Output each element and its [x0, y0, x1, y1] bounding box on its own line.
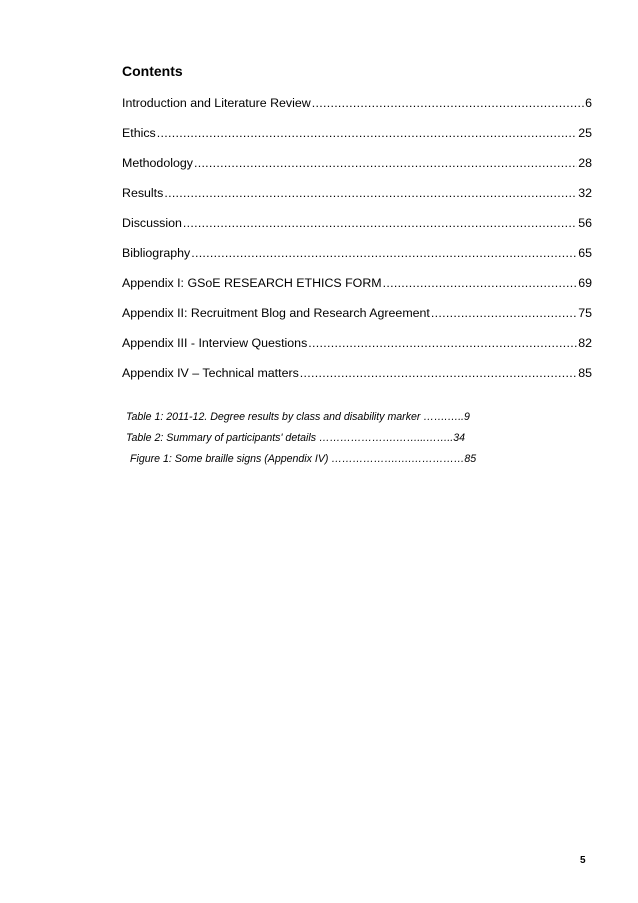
toc-entry-title: Methodology: [122, 156, 193, 170]
contents-heading: Contents: [122, 63, 183, 79]
toc-entry-page: 69: [578, 276, 592, 290]
toc-entry-page: 75: [578, 306, 592, 320]
toc-entry-page: 85: [578, 366, 592, 380]
toc-dot-leader: [191, 245, 577, 261]
toc-entry-title: Bibliography: [122, 246, 191, 260]
toc-dot-leader: [431, 305, 577, 321]
toc-entry-title: Appendix I: GSoE RESEARCH ETHICS FORM: [122, 276, 382, 290]
toc-dot-leader: [183, 215, 577, 231]
toc-entry-page: 32: [578, 186, 592, 200]
toc-dot-leader: [383, 275, 578, 291]
toc-dot-leader: [300, 365, 577, 381]
toc-dot-leader: [312, 95, 584, 111]
toc-entry-page: 82: [578, 336, 592, 350]
toc-entry-title: Appendix III - Interview Questions: [122, 336, 308, 350]
toc-entry-appendix-i[interactable]: [122, 275, 592, 291]
toc-entry-page: 6: [585, 96, 592, 110]
toc-entry-page: 56: [578, 216, 592, 230]
toc-entry-title: Discussion: [122, 216, 182, 230]
toc-entry-results[interactable]: [122, 185, 592, 201]
toc-dot-leader: [157, 125, 577, 141]
toc-entry-introduction[interactable]: [122, 95, 592, 111]
toc-entry-discussion[interactable]: [122, 215, 592, 231]
toc-dot-leader: [194, 155, 577, 171]
table-of-contents: [122, 95, 592, 395]
toc-entry-title: Ethics: [122, 126, 156, 140]
toc-dot-leader: [308, 335, 577, 351]
toc-entry-page: 25: [578, 126, 592, 140]
toc-entry-title: Appendix II: Recruitment Blog and Research Agreement: [122, 306, 430, 320]
toc-entry-methodology[interactable]: [122, 155, 592, 171]
toc-entry-appendix-iv[interactable]: [122, 365, 592, 381]
figure-1-entry[interactable]: Figure 1: Some braille signs (Appendix IV) ……………….….……………85: [130, 453, 477, 465]
page-number: 5: [580, 855, 586, 866]
toc-entry-title: Results: [122, 186, 164, 200]
toc-entry-appendix-ii[interactable]: [122, 305, 592, 321]
toc-entry-page: 65: [578, 246, 592, 260]
table-2-entry[interactable]: Table 2: Summary of participants' details ………………….……...……..34: [126, 432, 465, 444]
toc-entry-ethics[interactable]: [122, 125, 592, 141]
toc-entry-appendix-iii[interactable]: [122, 335, 592, 351]
toc-entry-page: 28: [578, 156, 592, 170]
toc-entry-title: Appendix IV – Technical matters: [122, 366, 299, 380]
list-of-tables-and-figures: [126, 410, 526, 473]
toc-entry-bibliography[interactable]: [122, 245, 592, 261]
toc-dot-leader: [164, 185, 577, 201]
toc-entry-title: Introduction and Literature Review: [122, 96, 311, 110]
table-1-entry[interactable]: Table 1: 2011-12. Degree results by class and disability marker …….…..9: [126, 411, 470, 423]
